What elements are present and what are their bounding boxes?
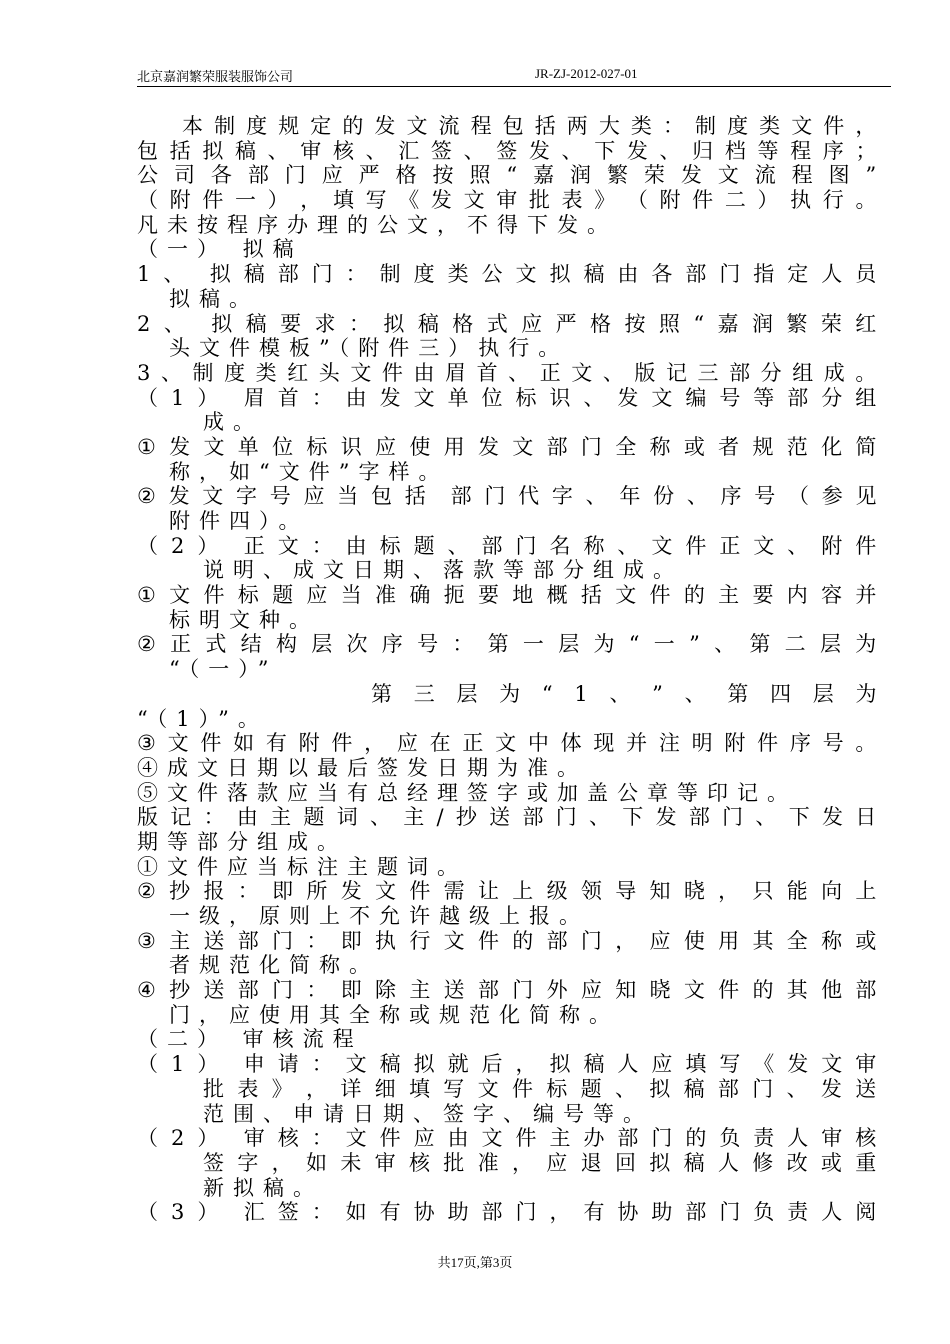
text-line: ⑤文件落款应当有总经理签字或加盖公章等印记。 [137,780,797,805]
text-line: （ 1 ） 申 请 ： 文 稿 拟 就 后 ， 拟 稿 人 应 填 写 《 发 文 审 [137,1052,877,1077]
text-line: 第 三 层 为 “ 1 、 ” 、 第 四 层 为 [371,681,877,706]
text-line: 附件四）。 [169,509,309,533]
text-line: 2 、 拟 稿 要 求 ： 拟 稿 格 式 应 严 格 按 照 “ 嘉 润 繁 荣 红 [137,311,877,336]
text-line: ①文件应当标注主题词。 [137,854,467,879]
text-line: 版 记 ： 由 主 题 词 、 主 / 抄 送 部 门 、 下 发 部 门 、 下 发 日 [137,805,877,830]
text-line: “（1）”。 [137,706,268,731]
text-line: ④成文日期以最后签发日期为准。 [137,755,587,780]
text-line: ① 文 件 标 题 应 当 准 确 扼 要 地 概 括 文 件 的 主 要 内 容 并 [137,583,877,608]
text-line: （二） 审核流程 [137,1027,363,1052]
text-line: 凡未按程序办理的公文，不得下发。 [137,212,617,237]
text-line: ② 正 式 结 构 层 次 序 号 ： 第 一 层 为 “ 一 ” 、 第 二 层 为 [137,632,877,657]
text-line: 称，如“文件”字样。 [169,459,449,484]
text-line: （ 附 件 一 ） ， 填 写 《 发 文 审 批 表 》 （ 附 件 二 ） 执 行 。 [137,188,877,213]
text-line: 头文件模板”（附件三）执行。 [169,336,569,361]
text-line: 标明文种。 [169,607,319,632]
text-line: 范围、申请日期、签字、编号等。 [203,1101,653,1126]
page-footer: 共17页,第3页 [437,1255,513,1270]
text-line: ③ 文 件 如 有 附 件 ， 应 在 正 文 中 体 现 并 注 明 附 件 序 号 。 [137,731,877,756]
text-line: 公 司 各 部 门 应 严 格 按 照 “ 嘉 润 繁 荣 发 文 流 程 图 ” [137,163,877,188]
text-line: ③ 主 送 部 门 ： 即 执 行 文 件 的 部 门 ， 应 使 用 其 全 称 或 [137,928,877,953]
text-line: 者规范化简称。 [169,953,379,978]
text-line: 批 表 》 ， 详 细 填 写 文 件 标 题 、 拟 稿 部 门 、 发 送 [203,1076,877,1101]
text-line: 一级，原则上不允许越级上报。 [169,904,589,928]
document-body [137,114,877,1225]
text-line: 签 字 ， 如 未 审 核 批 准 ， 应 退 回 拟 稿 人 修 改 或 重 [203,1150,877,1175]
text-line: ① 发 文 单 位 标 识 应 使 用 发 文 部 门 全 称 或 者 规 范 化 简 [137,434,877,459]
text-line: 期等部分组成。 [137,829,347,854]
text-line: ④ 抄 送 部 门 ： 即 除 主 送 部 门 外 应 知 晓 文 件 的 其 他 部 [137,978,877,1003]
text-line: （ 2 ） 审 核 ： 文 件 应 由 文 件 主 办 部 门 的 负 责 人 审 核 [137,1126,877,1151]
text-line: ② 抄 报 ： 即 所 发 文 件 需 让 上 级 领 导 知 晓 ， 只 能 向 上 [137,879,877,904]
header-document-number: JR-ZJ-2012-027-01 [535,66,638,81]
text-line: 本 制 度 规 定 的 发 文 流 程 包 括 两 大 类 ： 制 度 类 文 件 ， [182,114,877,138]
text-line: 1 、 拟 稿 部 门 ： 制 度 类 公 文 拟 稿 由 各 部 门 指 定 人 员 [137,262,877,287]
text-line: （一） 拟稿 [137,237,303,262]
text-line: 说明、成文日期、落款等部分组成。 [203,558,683,583]
text-line: 包 括 拟 稿 、 审 核 、 汇 签 、 签 发 、 下 发 、 归 档 等 程 序 ； [137,138,877,163]
page-header [137,66,891,87]
text-line: （ 2 ） 正 文 ： 由 标 题 、 部 门 名 称 、 文 件 正 文 、 附 件 [137,533,877,558]
text-line: 3 、 制 度 类 红 头 文 件 由 眉 首 、 正 文 、 版 记 三 部 分 组 成 。 [137,360,877,385]
text-line: 新拟稿。 [203,1175,323,1200]
text-line: （ 1 ） 眉 首 ： 由 发 文 单 位 标 识 、 发 文 编 号 等 部 分 组 [137,385,877,410]
header-company-name: 北京嘉润繁荣服装服饰公司 [137,69,294,84]
text-line: ② 发 文 字 号 应 当 包 括 部 门 代 字 、 年 份 、 序 号 （ 参 见 [137,484,877,509]
text-line: 拟稿。 [169,286,259,311]
text-line: 门，应使用其全称或规范化简称。 [169,1002,619,1027]
text-line: “（一）” [169,657,278,682]
text-line: 成。 [203,410,263,435]
text-line: （ 3 ） 汇 签 ： 如 有 协 助 部 门 ， 有 协 助 部 门 负 责 人 阅 [137,1200,877,1225]
